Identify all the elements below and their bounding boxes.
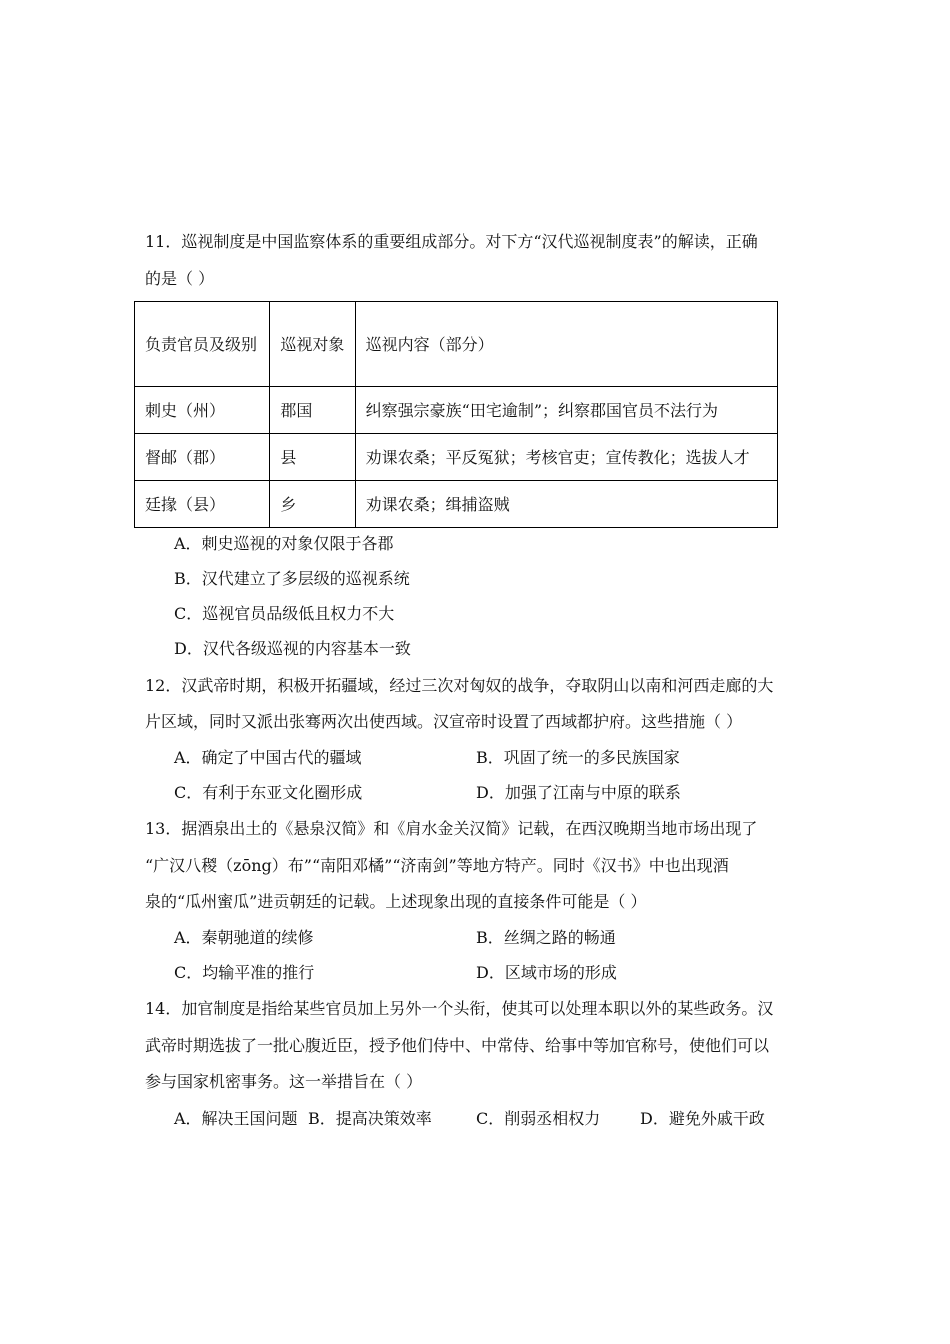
q11-stem-line1: 11．巡视制度是中国监察体系的重要组成部分。对下方“汉代巡视制度表”的解读，正确 xyxy=(145,232,758,251)
q11-option-c: C．巡视官员品级低且权力不大 xyxy=(174,604,395,623)
table-row xyxy=(135,387,778,434)
q13-option-b: B．丝绸之路的畅通 xyxy=(476,928,616,947)
q11-option-a: A．刺史巡视的对象仅限于各郡 xyxy=(174,534,394,553)
q14-option-c: C．削弱丞相权力 xyxy=(476,1109,601,1128)
table-row xyxy=(135,481,778,528)
q12-option-b: B．巩固了统一的多民族国家 xyxy=(476,748,680,767)
table-cell: 纠察强宗豪族“田宅逾制”；纠察郡国官员不法行为 xyxy=(355,387,777,434)
table-cell: 县 xyxy=(270,434,355,481)
q12-option-a: A．确定了中国古代的疆域 xyxy=(174,748,362,767)
table-cell: 廷掾（县） xyxy=(135,481,270,528)
q14-option-d: D．避免外戚干政 xyxy=(640,1109,765,1128)
table-cell: 郡国 xyxy=(270,387,355,434)
table-row xyxy=(135,434,778,481)
q12-option-c: C．有利于东亚文化圈形成 xyxy=(174,783,363,802)
q13-option-a: A．秦朝驰道的续修 xyxy=(174,928,314,947)
table-cell: 督邮（郡） xyxy=(135,434,270,481)
q14-stem-line3: 参与国家机密事务。这一举措旨在（ ） xyxy=(145,1072,423,1091)
table-cell: 刺史（州） xyxy=(135,387,270,434)
q11-stem-line2: 的是（ ） xyxy=(145,269,215,288)
q14-option-a: A．解决王国问题 xyxy=(174,1109,298,1128)
patrol-system-table xyxy=(134,301,778,528)
q11-option-d: D．汉代各级巡视的内容基本一致 xyxy=(174,639,411,658)
q12-stem-line2: 片区域，同时又派出张骞两次出使西域。汉宣帝时设置了西域都护府。这些措施（ ） xyxy=(145,712,743,731)
q14-option-b: B．提高决策效率 xyxy=(308,1109,432,1128)
q12-stem-line1: 12．汉武帝时期，积极开拓疆域，经过三次对匈奴的战争，夺取阴山以南和河西走廊的大 xyxy=(145,676,774,695)
q13-stem-line3: 泉的“瓜州蜜瓜”进贡朝廷的记载。上述现象出现的直接条件可能是（ ） xyxy=(145,892,647,911)
table-header-cell: 巡视对象 xyxy=(270,302,355,387)
q13-option-c: C．均输平准的推行 xyxy=(174,963,315,982)
table-header-cell: 巡视内容（部分） xyxy=(355,302,777,387)
q13-stem-line1: 13．据酒泉出土的《悬泉汉简》和《肩水金关汉简》记载，在西汉晚期当地市场出现了 xyxy=(145,819,758,838)
table-cell: 劝课农桑；缉捕盗贼 xyxy=(355,481,777,528)
q14-stem-line2: 武帝时期选拔了一批心腹近臣，授予他们侍中、中常侍、给事中等加官称号，使他们可以 xyxy=(145,1036,770,1055)
q13-stem-line2: “广汉八稯（zōng）布”“南阳邓橘”“济南剑”等地方特产。同时《汉书》中也出现酒 xyxy=(145,856,729,875)
q11-option-b: B．汉代建立了多层级的巡视系统 xyxy=(174,569,410,588)
q13-option-d: D．区域市场的形成 xyxy=(476,963,617,982)
table-cell: 劝课农桑；平反冤狱；考核官吏；宣传教化；选拔人才 xyxy=(355,434,777,481)
q14-stem-line1: 14．加官制度是指给某些官员加上另外一个头衔，使其可以处理本职以外的某些政务。汉 xyxy=(145,999,774,1018)
table-cell: 乡 xyxy=(270,481,355,528)
table-header-row xyxy=(135,302,778,387)
table-header-cell: 负责官员及级别 xyxy=(135,302,270,387)
q12-option-d: D．加强了江南与中原的联系 xyxy=(476,783,681,802)
